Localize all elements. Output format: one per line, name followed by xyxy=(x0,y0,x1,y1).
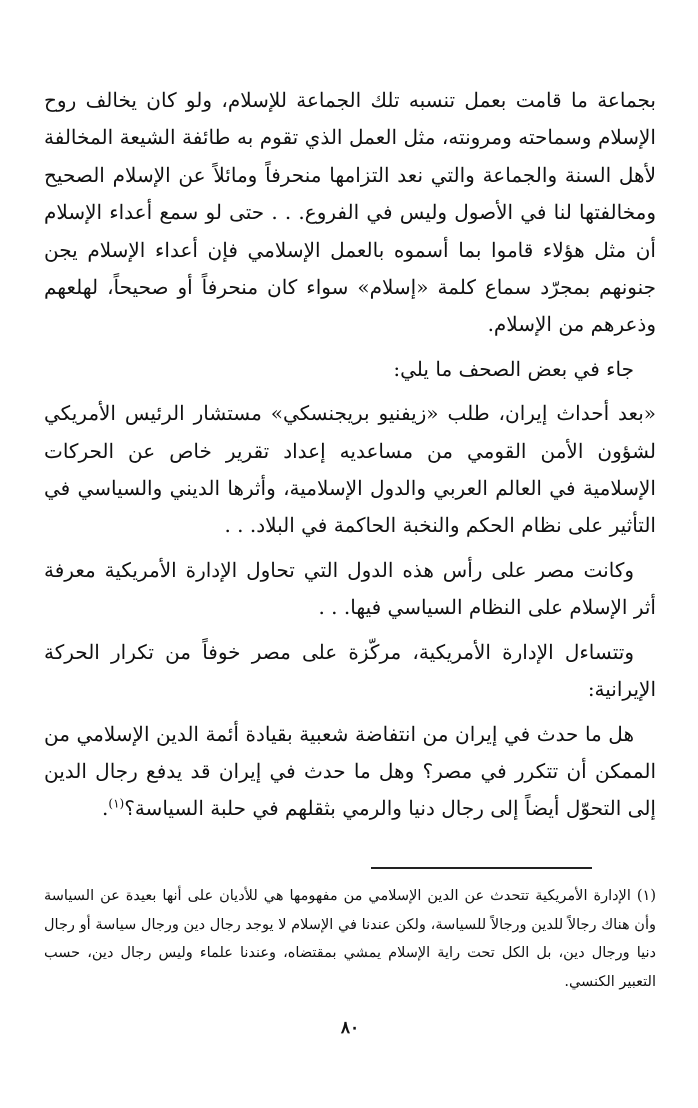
footnote-text: الإدارة الأمريكية تتحدث عن الدين الإسلامي من مفهومها هي للأديان على أنها بعيدة عن السياسة وأن هناك رجالاً للدين ورجالاً للسياسة، ولكن عندنا في الإسلام لا يوجد رجال دين ورجال سياسة أو رجال دنيا ورجال دين، بل الكل تحت راية الإسلام يمشي بمقتضاه، وعندنا علماء وليس رجال دين، حسب التعبير الكنسي. xyxy=(44,888,656,990)
page-number: ٨٠ xyxy=(340,1018,360,1038)
paragraph-4: وكانت مصر على رأس هذه الدول التي تحاول الإدارة الأمريكية معرفة أثر الإسلام على النظام السياسي فيها. . . xyxy=(44,557,656,620)
paragraph-2: جاء في بعض الصحف ما يلي: xyxy=(393,356,634,381)
paragraph-3: «بعد أحداث إيران، طلب «زيفنيو بريجنسكي» مستشار الرئيس الأمريكي لشؤون الأمن القومي من مساعديه إعداد تقرير خاص عن الحركات الإسلامية في العالم العربي والدول الإسلامية، وأثرها الديني والسياسي في التأثير على نظام الحكم والنخبة الحاكمة في البلاد. . . xyxy=(44,401,656,538)
paragraph-6 xyxy=(44,716,656,828)
footnote-reference: (١) xyxy=(108,796,125,811)
footnote xyxy=(44,882,656,996)
footnote-reference-tail: . xyxy=(102,796,109,821)
footnote-separator xyxy=(371,867,592,869)
paragraph-5: وتتساءل الإدارة الأمريكية، مركّزة على مصر خوفاً من تكرار الحركة الإيرانية: xyxy=(44,639,656,702)
paragraph-1: بجماعة ما قامت بعمل تنسبه تلك الجماعة للإسلام، ولو كان يخالف روح الإسلام وسماحته ومرونته، مثل العمل الذي تقوم به طائفة الشيعة المخالفة لأهل السنة والجماعة والتي نعد التزامها منحرفاً ومائلاً عن الإسلام الصحيح ومخالفتها لنا في الأصول وليس في الفروع. . . حتى لو سمع أعداء الإسلام أن مثل هؤلاء قاموا بما أسموه بالعمل الإسلامي فإن أعداء الإسلام يجن جنونهم بمجرّد سماع كلمة «إسلام» سواء كان منحرفاً أو صحيحاً، لهلعهم وذعرهم من الإسلام. xyxy=(44,88,656,337)
main-text xyxy=(44,82,656,828)
paragraph-6-text: هل ما حدث في إيران من انتفاضة شعبية بقيادة أئمة الدين الإسلامي من الممكن أن تتكرر في مصر؟ وهل ما حدث في إيران قد يدفع رجال الدين إلى التحوّل أيضاً إلى رجال دنيا والرمي بثقلهم في حلبة السياسة؟ xyxy=(44,721,656,821)
footnote-number: (١) xyxy=(636,888,656,904)
